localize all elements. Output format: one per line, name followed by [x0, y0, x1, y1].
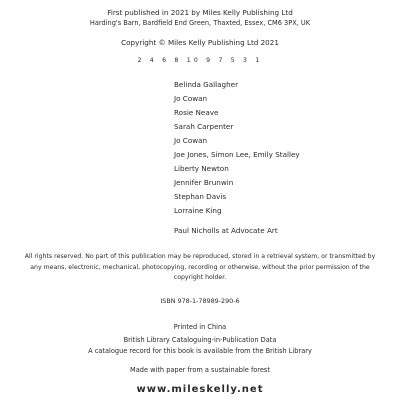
credit-name: Rosie Neave: [174, 108, 219, 117]
credit-name: Sarah Carpenter: [174, 122, 234, 131]
print-line: 2 4 6 8 10 9 7 5 3 1: [137, 57, 263, 64]
credit-name: Jo Cowan: [174, 136, 208, 145]
cataloguing-data: British Library Cataloguing-in-Publication Data: [123, 336, 277, 344]
credit-name: Jennifer Brunwin: [174, 178, 234, 187]
credit-name: Belinda Gallagher: [174, 80, 239, 89]
credit-name: Liberty Newton: [174, 164, 229, 173]
credit-name: Paul Nicholls at Advocate Art: [174, 226, 278, 235]
rights-notice: All rights reserved. No part of this publication may be reproduced, stored in a retrieval system, or transmitted by any means, electronic, mechanical, photocopying, recording or otherwise, without the prior permission of the copyright holder.: [24, 253, 376, 281]
website-url: www.mileskelly.net: [136, 384, 264, 395]
isbn: ISBN 978-1-78989-290-6: [160, 297, 240, 305]
credit-name: Joe Jones, Simon Lee, Emily Stalley: [174, 150, 300, 159]
sustainable-paper-note: Made with paper from a sustainable forest: [130, 366, 270, 374]
printed-in: Printed in China: [173, 323, 227, 331]
credit-name: Lorraine King: [174, 206, 222, 215]
publisher-address: Harding's Barn, Bardfield End Green, Thaxted, Essex, CM6 3PX, UK: [89, 19, 311, 27]
credit-name: Jo Cowan: [174, 94, 208, 103]
copyright-line: Copyright © Miles Kelly Publishing Ltd 2021: [121, 38, 279, 47]
catalogue-record: A catalogue record for this book is available from the British Library: [88, 347, 312, 355]
credit-name: Stephan Davis: [174, 192, 227, 201]
first-published-line: First published in 2021 by Miles Kelly Publishing Ltd: [107, 8, 293, 17]
